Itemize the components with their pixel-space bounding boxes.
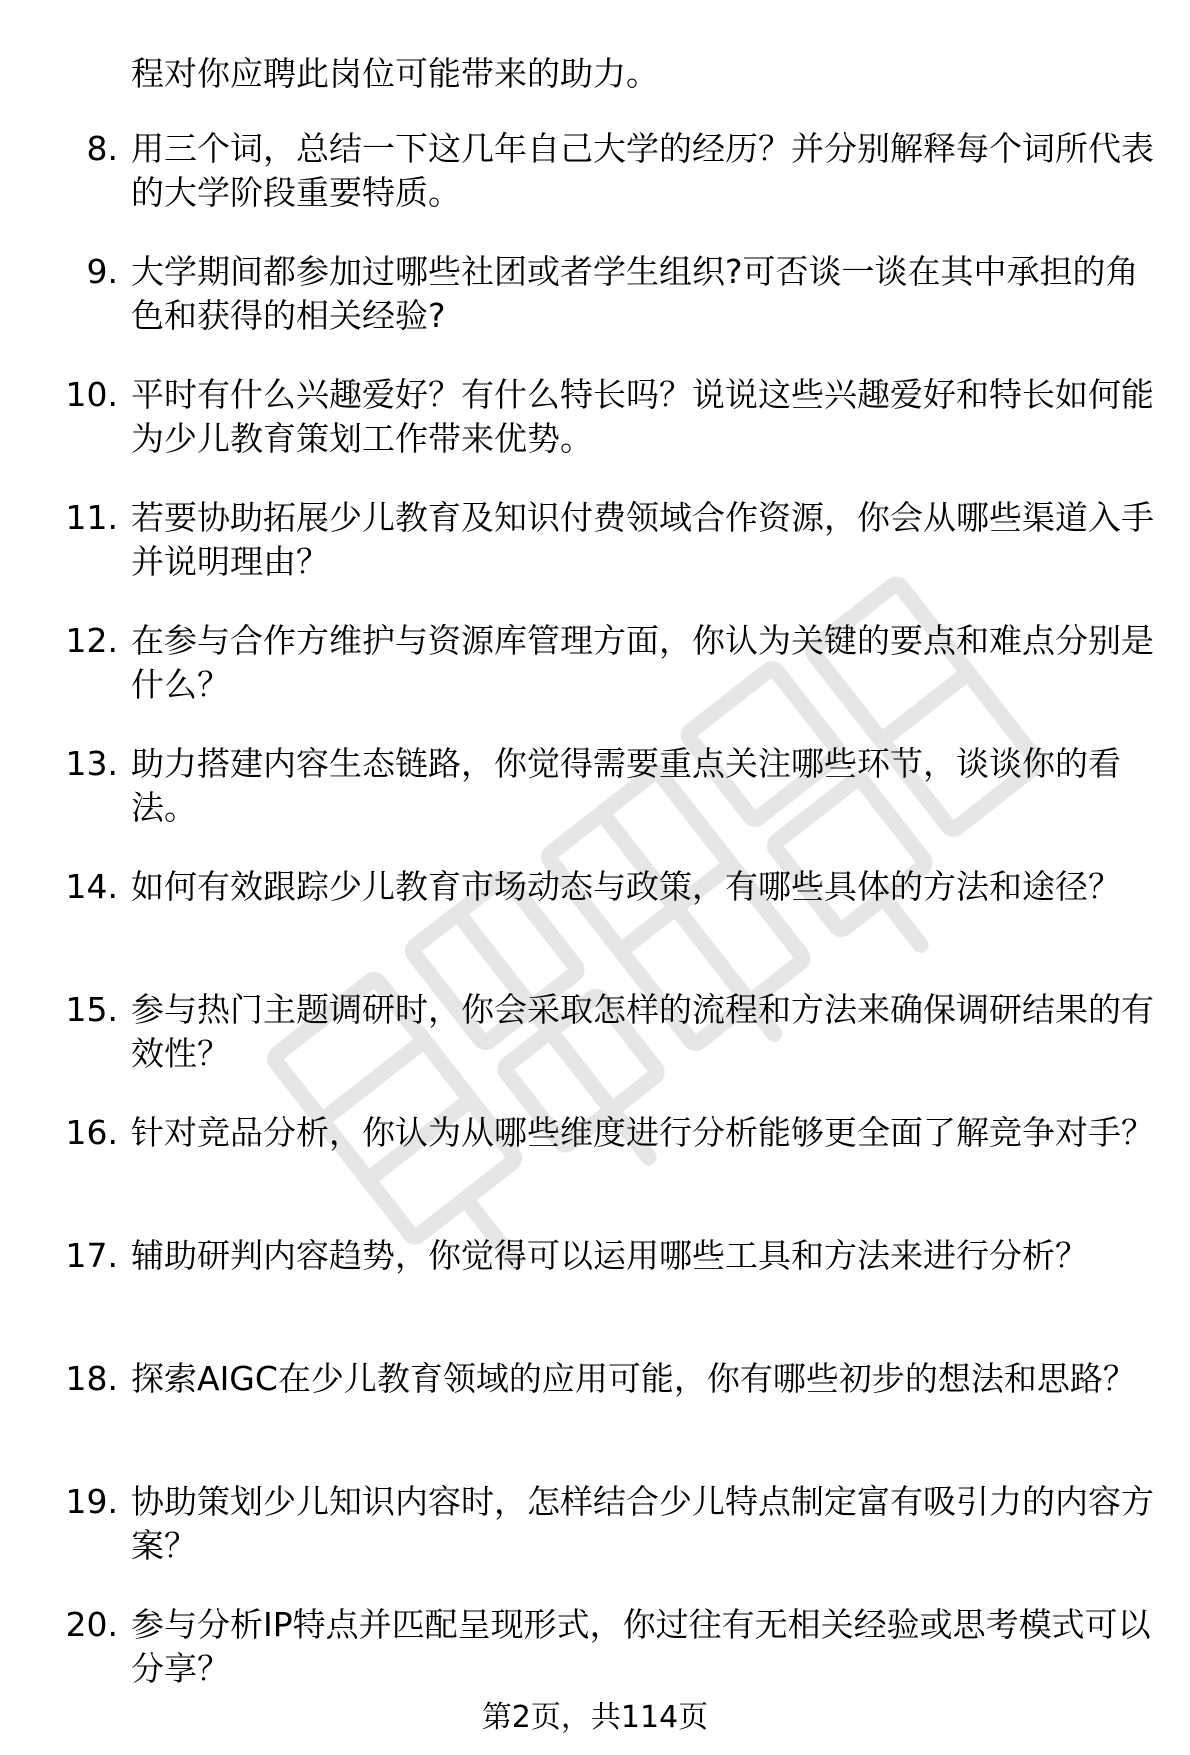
question-number: 10.	[65, 375, 118, 414]
question-number: 13.	[65, 744, 118, 783]
question-text: 大学期间都参加过哪些社团或者学生组织?可否谈一谈在其中承担的角色和获得的相关经验?	[131, 252, 1139, 335]
question-text: 针对竞品分析，你认为从哪些维度进行分析能够更全面了解竞争对手？	[131, 1113, 1154, 1152]
question-text: 探索AIGC在少儿教育领域的应用可能，你有哪些初步的想法和思路？	[131, 1359, 1136, 1398]
question-text: 若要协助拓展少儿教育及知识付费领域合作资源，你会从哪些渠道入手并说明理由？	[131, 498, 1154, 581]
list-item	[0, 1234, 1190, 1357]
question-text: 如何有效跟踪少儿教育市场动态与政策，有哪些具体的方法和途径？	[131, 867, 1121, 906]
question-number: 14.	[65, 867, 118, 906]
question-text: 在参与合作方维护与资源库管理方面，你认为关键的要点和难点分别是什么？	[131, 621, 1154, 704]
question-number: 20.	[65, 1605, 118, 1644]
question-continuation: 程对你应聘此岗位可能带来的助力。	[131, 54, 659, 93]
question-text: 用三个词，总结一下这几年自己大学的经历？并分别解释每个词所代表的大学阶段重要特质。	[131, 129, 1154, 212]
list-item	[0, 742, 1190, 865]
question-text: 平时有什么兴趣爱好？有什么特长吗？说说这些兴趣爱好和特长如何能为少儿教育策划工作带来优势。	[131, 375, 1154, 458]
question-text: 参与热门主题调研时，你会采取怎样的流程和方法来确保调研结果的有效性？	[131, 990, 1154, 1073]
page-number-footer: 第2页，共114页	[481, 1700, 709, 1735]
list-item	[0, 250, 1190, 373]
question-number: 12.	[65, 621, 118, 660]
list-item	[0, 1357, 1190, 1480]
question-number: 18.	[65, 1359, 118, 1398]
question-number: 9.	[86, 252, 118, 291]
list-item	[0, 496, 1190, 619]
list-item	[0, 865, 1190, 988]
list-item	[0, 373, 1190, 496]
question-text: 参与分析IP特点并匹配呈现形式，你过往有无相关经验或思考模式可以分享？	[131, 1605, 1151, 1688]
question-text: 助力搭建内容生态链路，你觉得需要重点关注哪些环节，谈谈你的看法。	[131, 744, 1121, 827]
question-number: 8.	[86, 129, 118, 168]
list-item	[0, 1111, 1190, 1234]
list-item	[0, 1480, 1190, 1603]
question-number: 15.	[65, 990, 118, 1029]
list-item	[0, 988, 1190, 1111]
question-number: 16.	[65, 1113, 118, 1152]
question-text: 辅助研判内容趋势，你觉得可以运用哪些工具和方法来进行分析？	[131, 1236, 1088, 1275]
question-number: 17.	[65, 1236, 118, 1275]
question-number: 19.	[65, 1482, 118, 1521]
question-number: 11.	[65, 498, 118, 537]
list-item	[0, 619, 1190, 742]
list-item	[0, 127, 1190, 250]
question-list	[0, 127, 1190, 1726]
question-text: 协助策划少儿知识内容时，怎样结合少儿特点制定富有吸引力的内容方案？	[131, 1482, 1154, 1565]
